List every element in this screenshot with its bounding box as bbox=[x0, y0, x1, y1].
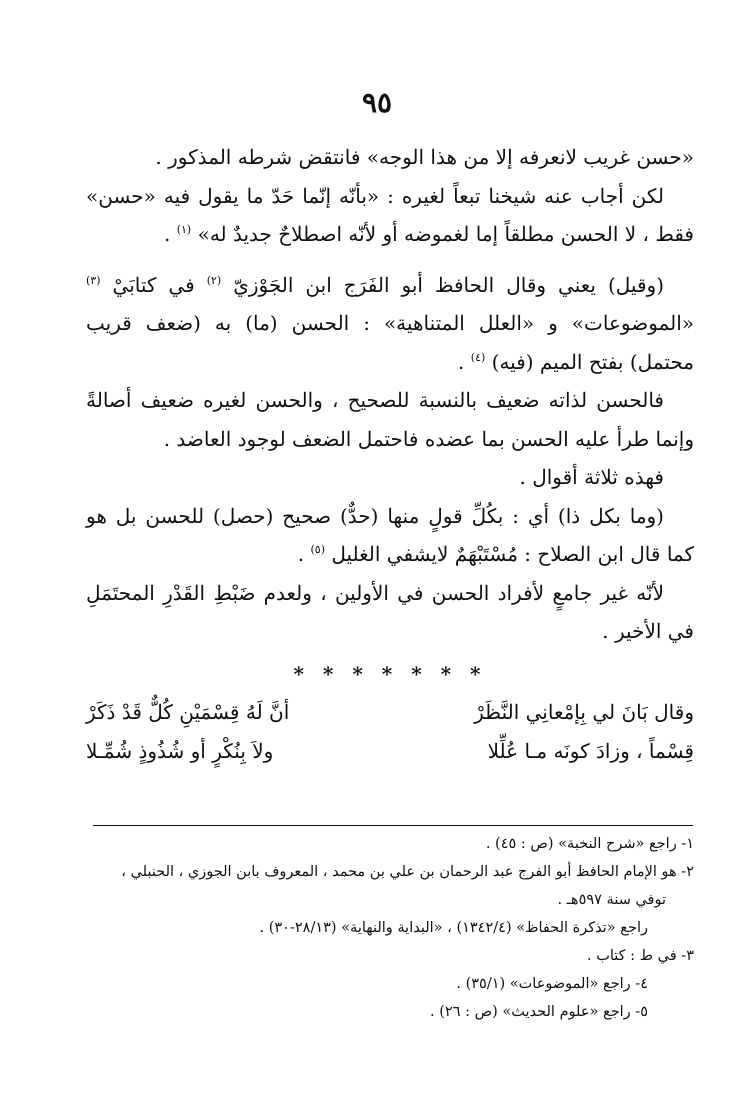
paragraph-6-end: . bbox=[297, 542, 305, 566]
paragraph-3-text-c: «الموضوعات» و «العلل المتناهية» : الحسن (ما) به (ضعف قريب محتمل) بفتح الميم (فيه) bbox=[86, 311, 694, 374]
verse-1-first-hemistich: وقال بَانَ لي بِإمْعانِي النَّظَرْ bbox=[474, 700, 694, 724]
footnote-2-reference: راجع «تذكرة الحفاظ» (١٣٤٢/٤) ، «البداية والنهاية» (٢٨/١٣-٣٠) . bbox=[259, 920, 648, 936]
verse-line-2 bbox=[86, 732, 694, 771]
paragraph-7: لأنّه غير جامعٍ لأفراد الحسن في الأولين ، ولعدم ضَبْطِ القَدْرِ المحتَمَلِ في الأخير . bbox=[86, 580, 694, 643]
paragraph-3-text-a: (وقيل) يعني وقال الحافظ أبو الفَرَج ابن الجَوْزيّ bbox=[233, 272, 664, 297]
footnote-ref-2: (٢) bbox=[206, 273, 222, 287]
verse-2-first-hemistich: قِسْماً ، وزادَ كونَه مـا عُلِّلا bbox=[487, 738, 694, 763]
paragraph-6 bbox=[86, 497, 694, 574]
paragraph-2-end: . bbox=[163, 222, 171, 246]
footnote-3: ٣- في ط : كتاب . bbox=[586, 948, 694, 964]
footnote-ref-4: (٤) bbox=[470, 350, 486, 364]
paragraph-3-text-b: في كتابَيْ bbox=[112, 272, 195, 297]
footnote-2-continuation: توفي سنة ٥٩٧هـ . bbox=[557, 892, 666, 908]
footnote-1: ١- راجع «شرح النخبة» (ص : ٤٥) . bbox=[485, 836, 694, 852]
section-separator: * * * * * * * bbox=[293, 661, 487, 686]
verse-1-second-hemistich: أنَّ لَهُ قِسْمَيْنِ كُلٌّ قَدْ ذَكَرْ bbox=[86, 700, 290, 724]
verse-line-1 bbox=[86, 693, 694, 732]
footnote-ref-3: (٣) bbox=[86, 273, 101, 287]
paragraph-6-text: (وما بكل ذا) أي : بكُلِّ قولٍ منها (حدٌّ) صحيح (حصل) للحسن بل هو كما قال ابن الصلاح : مُسْتَبْهَمٌ لايشفي الغليل bbox=[86, 503, 694, 566]
paragraph-3-end: . bbox=[458, 349, 465, 374]
footnote-4: ٤- راجع «الموضوعات» (٣٥/١) . bbox=[456, 976, 648, 992]
paragraph-2-text: لكن أجاب عنه شيخنا تبعاً لغيره : «بأنّه إنّما حَدّ ما يقول فيه «حسن» فقط ، لا الحسن مطلقاً إما لغموضه أو لأنّه اصطلاحٌ جديدٌ له» bbox=[86, 183, 694, 246]
verse-2-second-hemistich: ولاَ بِنُكْرٍ أو شُذُوذٍ شُمِّـلا bbox=[86, 738, 274, 763]
paragraph-4: فالحسن لذاته ضعيف بالنسبة للصحيح ، والحسن لغيره ضعيف أصالةً وإنما طرأ عليه الحسن بما عضده فاحتمل الضعف لوجود العاضد . bbox=[86, 388, 694, 451]
footnotes bbox=[86, 830, 694, 1026]
paragraph-1: «حسن غريب لانعرفه إلا من هذا الوجه» فانتقض شرطه المذكور . bbox=[155, 145, 694, 169]
footnote-5: ٥- راجع «علوم الحديث» (ص : ٢٦) . bbox=[430, 1004, 648, 1020]
footnote-2: ٢- هو الإمام الحافظ أبو الفرج عبد الرحمان بن علي بن محمد ، المعروف بابن الجوزي ، الحنبلي ، bbox=[121, 864, 694, 880]
footnote-ref-1: (١) bbox=[176, 223, 192, 236]
main-text bbox=[86, 138, 694, 770]
paragraph-5: فهذه ثلاثة أقوال . bbox=[519, 465, 664, 489]
footnote-divider bbox=[93, 825, 693, 826]
paragraph-2 bbox=[86, 177, 694, 254]
paragraph-3 bbox=[86, 266, 694, 382]
page-number: ٩٥ bbox=[361, 86, 393, 119]
footnote-ref-5: (٥) bbox=[310, 543, 325, 556]
